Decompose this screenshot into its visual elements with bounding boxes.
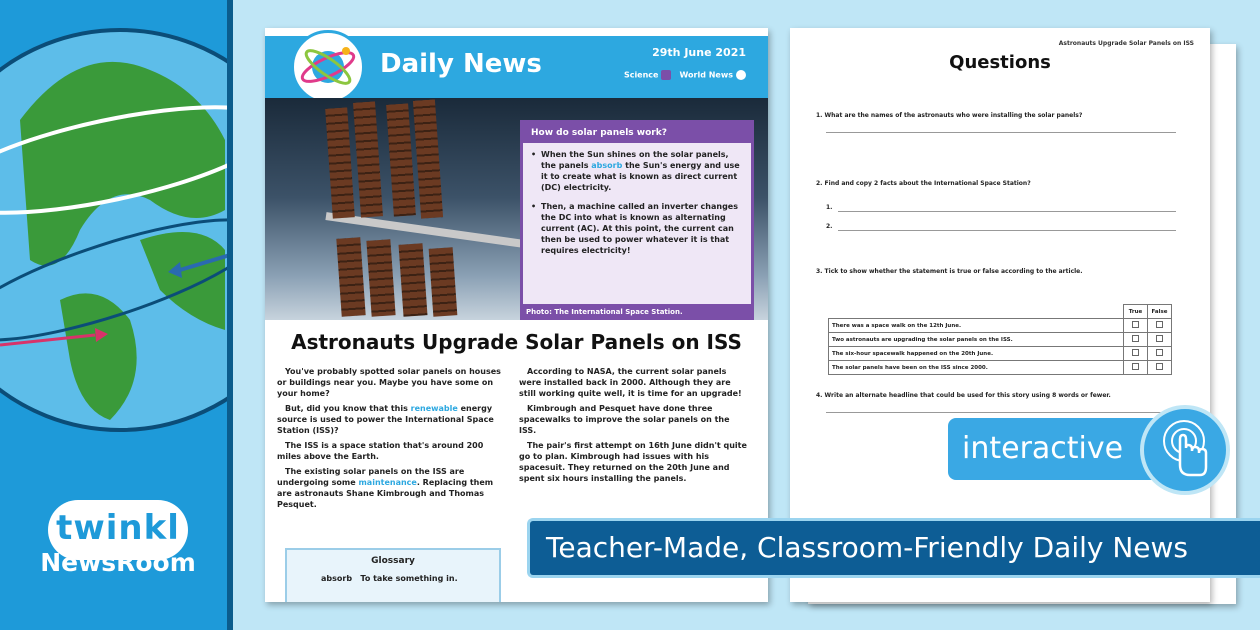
infobox-heading: How do solar panels work? bbox=[523, 123, 751, 143]
iss-photo bbox=[265, 98, 768, 320]
panel-divider bbox=[227, 0, 233, 630]
true-false-table bbox=[828, 304, 1172, 375]
question-4: 4. Write an alternate headline that could be used for this story using 8 words or fewer. bbox=[816, 392, 1111, 399]
brand-line1: twinkl bbox=[56, 508, 180, 548]
question-2: 2. Find and copy 2 facts about the International Space Station? bbox=[816, 180, 1031, 187]
true-checkbox[interactable] bbox=[1132, 335, 1139, 342]
category-world-news: World News bbox=[679, 70, 746, 80]
solar-panel bbox=[399, 243, 428, 316]
answer-number: 2. bbox=[826, 223, 833, 230]
science-icon bbox=[661, 70, 671, 80]
solar-panel bbox=[413, 99, 443, 218]
solar-panel bbox=[336, 237, 365, 316]
true-checkbox[interactable] bbox=[1132, 363, 1139, 370]
table-row bbox=[829, 333, 1172, 347]
solar-panel bbox=[429, 247, 458, 317]
false-checkbox[interactable] bbox=[1156, 321, 1163, 328]
category-science: Science bbox=[624, 70, 672, 80]
paragraph: According to NASA, the current solar panels were installed back in 2000. Although they are still working quite well, it is time for an upgrade! bbox=[519, 367, 742, 398]
table-row bbox=[829, 361, 1172, 375]
statement-cell: There was a space walk on the 12th June. bbox=[829, 319, 1124, 333]
infobox-bullet: • Then, a machine called an inverter changes the DC into what is known as alternating current (AC). At this point, the current can then be used to power whatever it is that requires electricity! bbox=[531, 201, 743, 256]
running-head: Astronauts Upgrade Solar Panels on ISS bbox=[1058, 40, 1194, 47]
true-checkbox[interactable] bbox=[1132, 349, 1139, 356]
article-column-right bbox=[519, 366, 749, 488]
solar-panel bbox=[353, 101, 383, 217]
table-row bbox=[829, 319, 1172, 333]
newspaper-page bbox=[265, 28, 768, 602]
solar-panel bbox=[325, 107, 355, 218]
false-checkbox[interactable] bbox=[1156, 363, 1163, 370]
article-headline: Astronauts Upgrade Solar Panels on ISS bbox=[291, 330, 742, 354]
photo-caption: Photo: The International Space Station. bbox=[520, 304, 754, 320]
question-1: 1. What are the names of the astronauts who were installing the solar panels? bbox=[816, 112, 1083, 119]
planet-icon bbox=[294, 33, 362, 101]
tap-hand-icon[interactable] bbox=[1140, 405, 1230, 495]
statement-cell: The solar panels have been on the ISS since 2000. bbox=[829, 361, 1124, 375]
answer-line[interactable] bbox=[826, 412, 1176, 413]
false-header: False bbox=[1148, 305, 1172, 319]
questions-title: Questions bbox=[949, 52, 1051, 73]
twinkl-newsroom-logo bbox=[28, 508, 208, 577]
statement-cell: The six-hour spacewalk happened on the 20th June. bbox=[829, 347, 1124, 361]
globe-icon bbox=[736, 70, 746, 80]
how-solar-panels-work-box bbox=[520, 120, 754, 318]
brand-line2: NewsRoom bbox=[40, 548, 196, 577]
pointer-hand-icon bbox=[1144, 409, 1226, 491]
issue-date: 29th June 2021 bbox=[652, 46, 746, 59]
category-tags bbox=[624, 70, 746, 80]
interactive-label: interactive bbox=[962, 431, 1124, 466]
article-column-left bbox=[277, 366, 507, 514]
answer-line[interactable] bbox=[826, 132, 1176, 133]
paragraph: The existing solar panels on the ISS are undergoing some maintenance. Replacing them are astronauts Shane Kimbrough and Thomas Pesquet. bbox=[277, 467, 494, 509]
solar-panel bbox=[366, 239, 395, 316]
banner-text: Teacher-Made, Classroom-Friendly Daily News bbox=[546, 531, 1189, 564]
glossary-heading: Glossary bbox=[371, 556, 415, 566]
infobox-bullet: • When the Sun shines on the solar panels, the panels absorb the Sun's energy and use it to create what is known as direct current (DC) electricity. bbox=[531, 149, 743, 193]
table-row bbox=[829, 347, 1172, 361]
answer-number: 1. bbox=[826, 204, 833, 211]
paragraph: Kimbrough and Pesquet have done three spacewalks to improve the solar panels on the ISS. bbox=[519, 404, 730, 435]
paragraph: The ISS is a space station that's around 200 miles above the Earth. bbox=[277, 441, 484, 461]
paragraph: The pair's first attempt on 16th June didn't quite go to plan. Kimbrough had issues with his spacesuit. They returned on the 20th June and spent six hours installing the panels. bbox=[519, 441, 747, 483]
masthead-title: Daily News bbox=[380, 49, 542, 79]
infobox-list bbox=[523, 143, 751, 256]
paragraph: But, did you know that this renewable energy source is used to power the International Space Station (ISS)? bbox=[277, 404, 494, 435]
answer-line[interactable] bbox=[838, 211, 1176, 212]
true-header: True bbox=[1124, 305, 1148, 319]
globe-panel bbox=[0, 0, 233, 630]
glossary-box bbox=[285, 548, 501, 602]
answer-line[interactable] bbox=[838, 230, 1176, 231]
false-checkbox[interactable] bbox=[1156, 349, 1163, 356]
paragraph: You've probably spotted solar panels on houses or buildings near you. Maybe you have some on your home? bbox=[277, 367, 501, 398]
question-3: 3. Tick to show whether the statement is true or false according to the article. bbox=[816, 268, 1083, 275]
statement-cell: Two astronauts are upgrading the solar panels on the ISS. bbox=[829, 333, 1124, 347]
promo-banner bbox=[527, 518, 1260, 578]
false-checkbox[interactable] bbox=[1156, 335, 1163, 342]
solar-panel bbox=[386, 103, 416, 216]
newsroom-logo-icon bbox=[291, 30, 365, 104]
true-checkbox[interactable] bbox=[1132, 321, 1139, 328]
glossary-entry: absorb To take something in. bbox=[321, 574, 458, 583]
questions-page bbox=[790, 28, 1210, 602]
